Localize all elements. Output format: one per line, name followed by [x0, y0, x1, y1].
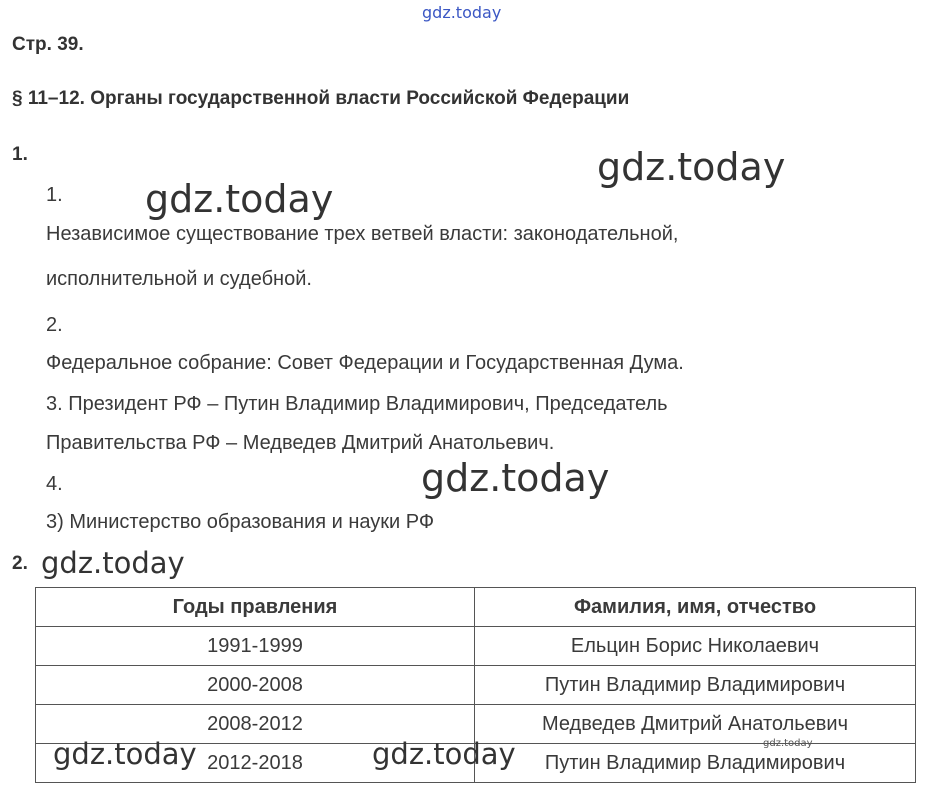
- answer-line: Независимое существование трех ветвей власти: законодательной,: [46, 223, 679, 245]
- task-1-number: 1.: [12, 144, 28, 165]
- table-header-row: [36, 588, 916, 627]
- watermark-small: gdz.today: [763, 738, 813, 749]
- answer-line: 4.: [46, 473, 63, 495]
- years-cell: 2012-2018: [36, 744, 475, 783]
- column-header-years: Годы правления: [36, 588, 475, 627]
- watermark: gdz.today: [41, 546, 185, 580]
- answer-line: исполнительной и судебной.: [46, 268, 312, 290]
- section-title: § 11–12. Органы государственной власти Российской Федерации: [12, 88, 630, 109]
- answer-line: Федеральное собрание: Совет Федерации и Государственная Дума.: [46, 352, 684, 374]
- table-row: [36, 666, 916, 705]
- answer-line: 1.: [46, 184, 63, 206]
- watermark: gdz.today: [421, 456, 610, 500]
- watermark: gdz.today: [597, 145, 786, 189]
- name-cell: Медведев Дмитрий Анатольевич: [475, 705, 916, 744]
- answer-line: 3) Министерство образования и науки РФ: [46, 511, 435, 533]
- years-cell: 2000-2008: [36, 666, 475, 705]
- column-header-name: Фамилия, имя, отчество: [475, 588, 916, 627]
- name-cell: Ельцин Борис Николаевич: [475, 627, 916, 666]
- page-label: Стр. 39.: [12, 34, 84, 55]
- years-cell: 2008-2012: [36, 705, 475, 744]
- watermark: gdz.today: [372, 737, 516, 771]
- watermark: gdz.today: [53, 737, 197, 771]
- answer-line: 3. Президент РФ – Путин Владимир Владимирович, Председатель: [46, 393, 668, 415]
- watermark-top: gdz.today: [422, 3, 502, 22]
- years-cell: 1991-1999: [36, 627, 475, 666]
- answer-line: Правительства РФ – Медведев Дмитрий Анатольевич.: [46, 432, 555, 454]
- task-2-number: 2.: [12, 553, 28, 574]
- answer-line: 2.: [46, 314, 63, 336]
- name-cell: Путин Владимир Владимирович: [475, 744, 916, 783]
- name-cell: Путин Владимир Владимирович: [475, 666, 916, 705]
- watermark: gdz.today: [145, 177, 334, 221]
- table-row: [36, 627, 916, 666]
